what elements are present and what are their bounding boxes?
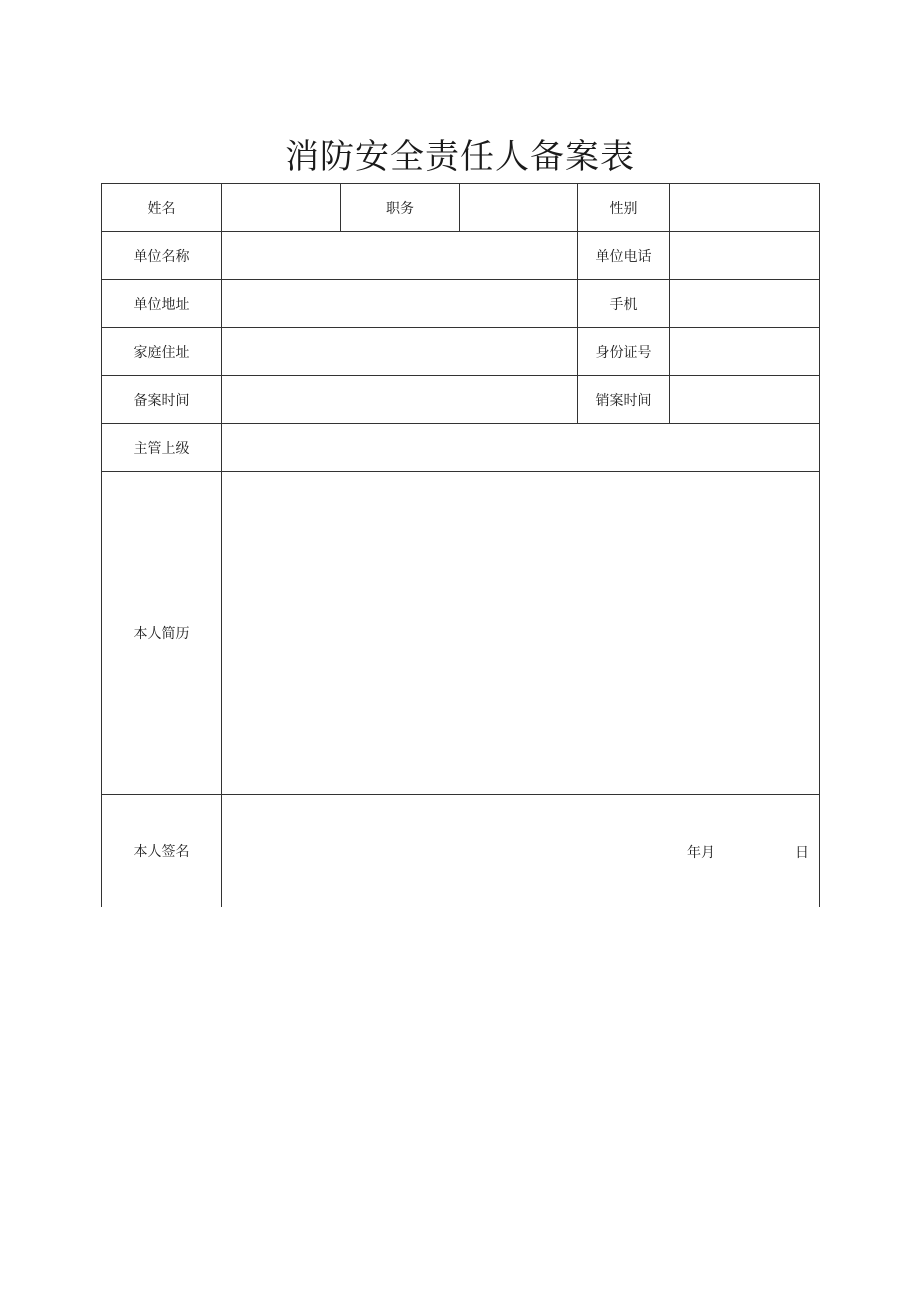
- gender-label: 性别: [578, 184, 670, 232]
- gender-field[interactable]: [670, 184, 820, 232]
- unit-phone-label: 单位电话: [578, 232, 670, 280]
- row-home-address: [102, 328, 820, 376]
- unit-name-field[interactable]: [222, 232, 578, 280]
- row-unit-address: [102, 280, 820, 328]
- home-address-label: 家庭住址: [102, 328, 222, 376]
- date-year-month: 年月: [687, 845, 715, 861]
- unit-address-field[interactable]: [222, 280, 578, 328]
- filing-form-table: [101, 183, 820, 907]
- row-unit-name: [102, 232, 820, 280]
- resume-label: 本人简历: [102, 472, 222, 795]
- filing-time-label: 备案时间: [102, 376, 222, 424]
- supervisor-field[interactable]: [222, 424, 820, 472]
- filing-time-field[interactable]: [222, 376, 578, 424]
- page-title: 消防安全责任人备案表: [285, 137, 635, 177]
- unit-address-label: 单位地址: [102, 280, 222, 328]
- signature-label: 本人签名: [102, 795, 222, 908]
- date-day: 日: [795, 845, 809, 861]
- row-filing-time: [102, 376, 820, 424]
- row-supervisor: [102, 424, 820, 472]
- supervisor-label: 主管上级: [102, 424, 222, 472]
- cancel-time-label: 销案时间: [578, 376, 670, 424]
- id-number-label: 身份证号: [578, 328, 670, 376]
- mobile-label: 手机: [578, 280, 670, 328]
- row-signature: [102, 795, 820, 908]
- unit-name-label: 单位名称: [102, 232, 222, 280]
- position-label: 职务: [341, 184, 460, 232]
- home-address-field[interactable]: [222, 328, 578, 376]
- position-field[interactable]: [460, 184, 578, 232]
- row-resume: [102, 472, 820, 795]
- unit-phone-field[interactable]: [670, 232, 820, 280]
- id-number-field[interactable]: [670, 328, 820, 376]
- name-field[interactable]: [222, 184, 341, 232]
- resume-field[interactable]: [222, 472, 820, 795]
- mobile-field[interactable]: [670, 280, 820, 328]
- name-label: 姓名: [102, 184, 222, 232]
- row-name: [102, 184, 820, 232]
- cancel-time-field[interactable]: [670, 376, 820, 424]
- signature-field[interactable]: [222, 795, 820, 908]
